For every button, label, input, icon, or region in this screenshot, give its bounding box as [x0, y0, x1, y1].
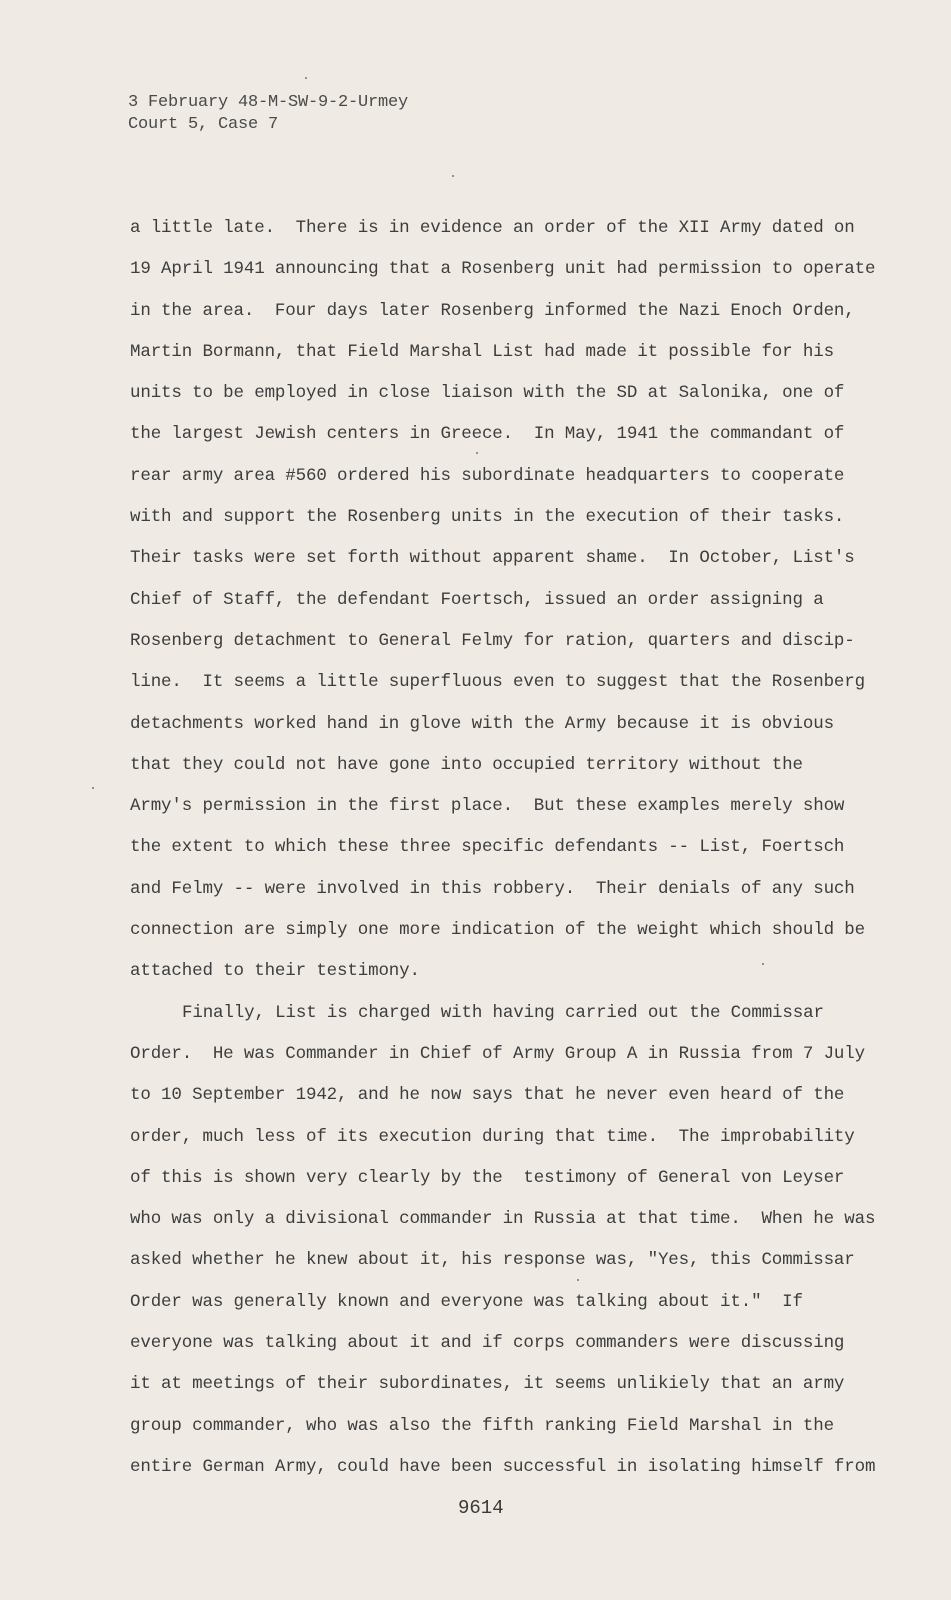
- body-line: asked whether he knew about it, his response was, "Yes, this Commissar: [130, 1250, 855, 1271]
- document-header: [128, 92, 408, 136]
- body-line: Finally, List is charged with having carried out the Commissar: [182, 1002, 824, 1023]
- document-body: [130, 208, 876, 1488]
- stray-mark: [452, 175, 454, 177]
- body-line: connection are simply one more indication of the weight which should be: [130, 920, 865, 941]
- body-line: Order was generally known and everyone was talking about it." If: [130, 1291, 803, 1312]
- body-line: order, much less of its execution during that time. The improbability: [130, 1126, 855, 1147]
- stray-mark: [577, 1279, 579, 1281]
- stray-mark: [305, 77, 307, 79]
- body-line: to 10 September 1942, and he now says that he never even heard of the: [130, 1085, 845, 1106]
- body-line: a little late. There is in evidence an order of the XII Army dated on: [130, 218, 855, 238]
- body-line: the largest Jewish centers in Greece. In May, 1941 the commandant of: [130, 424, 845, 445]
- body-line: entire German Army, could have been successful in isolating himself from: [130, 1456, 876, 1477]
- body-line: rear army area #560 ordered his subordinate headquarters to cooperate: [130, 465, 845, 486]
- body-line: attached to their testimony.: [130, 961, 420, 982]
- body-line: the extent to which these three specific defendants -- List, Foertsch: [130, 837, 845, 858]
- body-line: in the area. Four days later Rosenberg informed the Nazi Enoch Orden,: [130, 300, 855, 321]
- body-line: line. It seems a little superfluous even to suggest that the Rosenberg: [130, 672, 865, 693]
- body-line: units to be employed in close liaison with the SD at Salonika, one of: [130, 383, 845, 404]
- body-line: that they could not have gone into occupied territory without the: [130, 754, 803, 775]
- body-line: everyone was talking about it and if corps commanders were discussing: [130, 1333, 845, 1354]
- body-line: Order. He was Commander in Chief of Army Group A in Russia from 7 July: [130, 1043, 865, 1064]
- body-line: detachments worked hand in glove with the Army because it is obvious: [130, 713, 834, 734]
- body-line: 19 April 1941 announcing that a Rosenberg unit had permission to operate: [130, 259, 876, 280]
- body-line: with and support the Rosenberg units in the execution of their tasks.: [130, 507, 845, 528]
- body-line: Their tasks were set forth without apparent shame. In October, List's: [130, 548, 855, 569]
- header-court-case: Court 5, Case 7: [128, 115, 279, 134]
- stray-mark: [92, 787, 94, 789]
- body-line: Martin Bormann, that Field Marshal List had made it possible for his: [130, 341, 834, 362]
- body-line: and Felmy -- were involved in this robbery. Their denials of any such: [130, 878, 855, 899]
- header-date-reference: 3 February 48-M-SW-9-2-Urmey: [128, 93, 409, 112]
- stray-mark: [476, 452, 478, 454]
- body-line: it at meetings of their subordinates, it seems unlikiely that an army: [130, 1374, 845, 1395]
- body-line: Army's permission in the first place. But these examples merely show: [130, 796, 845, 817]
- body-line: of this is shown very clearly by the testimony of General von Leyser: [130, 1167, 845, 1188]
- body-line: group commander, who was also the fifth ranking Field Marshal in the: [130, 1415, 834, 1436]
- page-number: 9614: [458, 1497, 504, 1519]
- body-line: Chief of Staff, the defendant Foertsch, issued an order assigning a: [130, 589, 824, 610]
- body-line: Rosenberg detachment to General Felmy for ration, quarters and discip-: [130, 630, 855, 651]
- body-line: who was only a divisional commander in Russia at that time. When he was: [130, 1209, 876, 1230]
- stray-mark: [762, 963, 764, 965]
